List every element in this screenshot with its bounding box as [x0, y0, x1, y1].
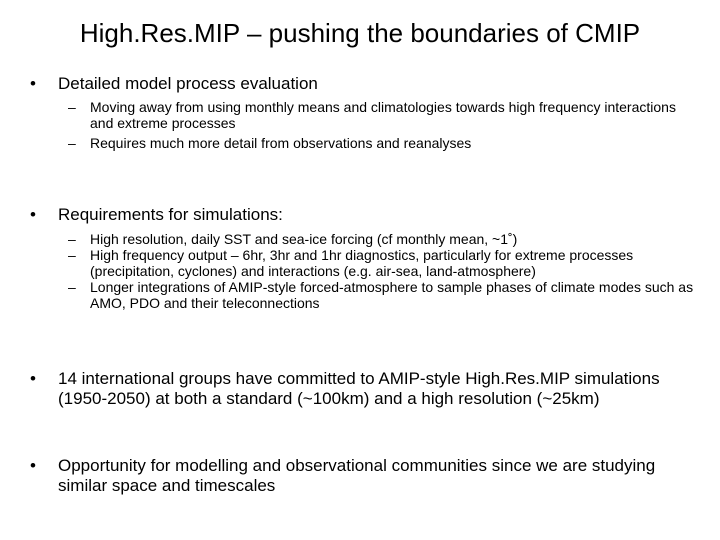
bullet-item: [30, 369, 700, 409]
bullet-opportunity: [30, 456, 700, 496]
sub-item: [30, 135, 700, 151]
dash-icon: –: [68, 247, 76, 263]
sub-item-text: High resolution, daily SST and sea-ice forcing (cf monthly mean, ~1˚): [90, 231, 518, 247]
sub-item-text: Moving away from using monthly means and climatologies towards high frequency interactions and extreme processes: [90, 99, 676, 131]
bullet-requirements: [30, 205, 700, 311]
bullet-dot-icon: •: [30, 74, 36, 93]
sub-item: [30, 231, 700, 247]
bullet-item: [30, 74, 700, 94]
sub-item: [30, 279, 700, 311]
bullet-text: Requirements for simulations:: [58, 205, 283, 224]
bullet-item: [30, 456, 700, 496]
sub-item-text: High frequency output – 6hr, 3hr and 1hr diagnostics, particularly for extreme processes (precipitation, cyclones) and interactions (e.g. air-sea, land-atmosphere): [90, 247, 634, 279]
bullet-text: Detailed model process evaluation: [58, 74, 318, 93]
bullet-international-groups: [30, 369, 700, 409]
bullet-dot-icon: •: [30, 205, 36, 224]
sub-item: [30, 99, 700, 131]
bullet-model-evaluation: [30, 74, 700, 151]
sub-list: [30, 231, 700, 311]
bullet-text: 14 international groups have committed to AMIP-style High.Res.MIP simulations (1950-2050) at both a standard (~100km) and a high resolution (~25km): [58, 369, 660, 408]
bullet-item: [30, 205, 700, 225]
sub-item-text: Requires much more detail from observations and reanalyses: [90, 135, 472, 151]
dash-icon: –: [68, 99, 76, 115]
dash-icon: –: [68, 279, 76, 295]
bullet-text: Opportunity for modelling and observational communities since we are studying similar space and timescales: [58, 456, 656, 495]
sub-item-text: Longer integrations of AMIP-style forced-atmosphere to sample phases of climate modes such as AMO, PDO and their teleconnections: [90, 279, 694, 311]
bullet-dot-icon: •: [30, 456, 36, 475]
bullet-dot-icon: •: [30, 369, 36, 388]
sub-list: [30, 99, 700, 151]
slide-title: High.Res.MIP – pushing the boundaries of CMIP: [79, 18, 641, 48]
dash-icon: –: [68, 231, 76, 247]
dash-icon: –: [68, 135, 76, 151]
sub-item: [30, 247, 700, 279]
